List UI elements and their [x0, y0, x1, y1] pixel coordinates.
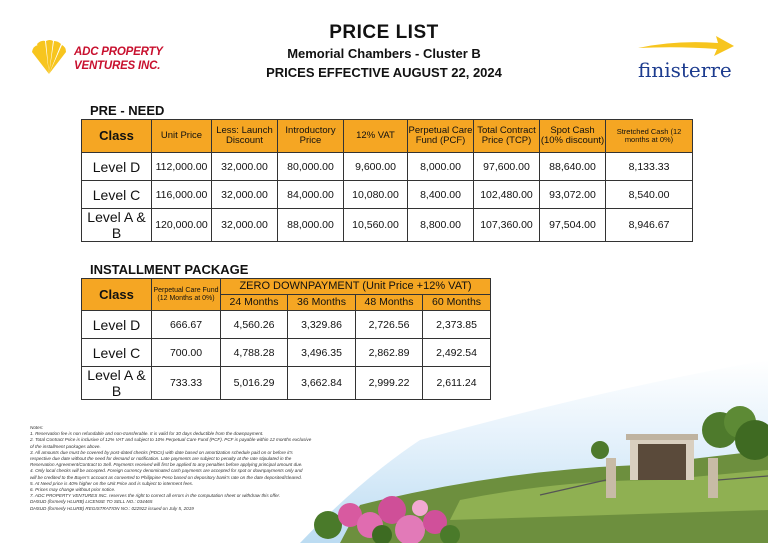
- arrow-logo-icon: [636, 34, 736, 60]
- class-cell: Level D: [82, 153, 152, 181]
- table-cell: 3,329.86: [288, 311, 356, 339]
- page-subtitle: Memorial Chambers - Cluster B: [287, 46, 481, 61]
- column-header: Introductory Price: [278, 120, 344, 153]
- table-cell: 5,016.29: [221, 367, 288, 400]
- brand-wordmark: finisterre: [638, 58, 732, 82]
- table-cell: 32,000.00: [212, 153, 278, 181]
- registration-line: DHSUD (formerly HLURB) REGISTRATION NO.: 022922 issued on July 5, 2019: [30, 505, 194, 511]
- table-cell: 8,400.00: [408, 181, 474, 209]
- table-cell: 88,640.00: [540, 153, 606, 181]
- table-cell: 4,560.26: [221, 311, 288, 339]
- table-cell: 2,726.56: [356, 311, 423, 339]
- table-cell: 80,000.00: [278, 153, 344, 181]
- table-cell: 93,072.00: [540, 181, 606, 209]
- table-cell: 2,492.54: [423, 339, 491, 367]
- table-cell: 97,504.00: [540, 209, 606, 242]
- table-row: [82, 153, 693, 181]
- notes-block: [30, 425, 410, 512]
- note-line: 4. Only local checks will be accepted. Foreign currency denominated cash payments are accepted for spot or downpayments only and: [30, 468, 303, 474]
- table-cell: 116,000.00: [152, 181, 212, 209]
- column-header: Less: Launch Discount: [212, 120, 278, 153]
- class-cell: Level C: [82, 181, 152, 209]
- note-line: 7. ADC PROPERTY VENTURES INC. reserves the right to correct all errors in the computation sheet or withdraw this offer.: [30, 493, 281, 499]
- column-header: Class: [82, 120, 152, 153]
- column-header: 12% VAT: [344, 120, 408, 153]
- table-cell: 10,080.00: [344, 181, 408, 209]
- column-header: 36 Months: [288, 295, 356, 311]
- table-cell: 107,360.00: [474, 209, 540, 242]
- table-cell: 8,946.67: [606, 209, 693, 242]
- page-title: PRICE LIST: [329, 22, 439, 43]
- table-cell: 120,000.00: [152, 209, 212, 242]
- table-cell: 97,600.00: [474, 153, 540, 181]
- note-line: Notes:: [30, 425, 44, 430]
- class-cell: Level D: [82, 311, 152, 339]
- table-header-row: [82, 279, 491, 295]
- table-cell: 10,560.00: [344, 209, 408, 242]
- table-cell: 88,000.00: [278, 209, 344, 242]
- section-title-pre-need: PRE - NEED: [90, 103, 165, 118]
- table-cell: 2,862.89: [356, 339, 423, 367]
- table-cell: 32,000.00: [212, 209, 278, 242]
- note-line: 3. All amounts due must be covered by post-dated checks (PDCs) with date based on amortization schedule paid on or before it's: [30, 449, 293, 455]
- table-cell: 4,788.28: [221, 339, 288, 367]
- pre-need-table: [81, 119, 693, 242]
- column-header: Unit Price: [152, 120, 212, 153]
- note-line: will be credited to the Buyer's account as converted to Philippine Peso based on depository bank's rate on the date deposited/cleared.: [30, 474, 302, 480]
- column-header: Class: [82, 279, 152, 311]
- table-cell: 3,662.84: [288, 367, 356, 400]
- table-cell: 102,480.00: [474, 181, 540, 209]
- table-cell: 733.33: [152, 367, 221, 400]
- class-cell: Level A & B: [82, 367, 152, 400]
- license-line: DHSUD (formerly HLURB) LICENSE TO SELL NO.: 034465: [30, 499, 153, 505]
- effective-date: PRICES EFFECTIVE AUGUST 22, 2024: [266, 65, 502, 80]
- table-cell: 9,600.00: [344, 153, 408, 181]
- table-cell: 84,000.00: [278, 181, 344, 209]
- table-cell: 32,000.00: [212, 181, 278, 209]
- column-header: Spot Cash (10% discount): [540, 120, 606, 153]
- table-row: [82, 209, 693, 242]
- note-line: 6. Prices may change without prior notice.: [30, 487, 116, 493]
- table-cell: 700.00: [152, 339, 221, 367]
- brand-logo: [632, 34, 744, 84]
- table-cell: 112,000.00: [152, 153, 212, 181]
- company-name-line2: VENTURES INC.: [74, 60, 161, 72]
- column-header: Stretched Cash (12 months at 0%): [606, 120, 693, 153]
- table-header-row: [82, 120, 693, 153]
- section-title-installment: INSTALLMENT PACKAGE: [90, 262, 249, 277]
- note-line: respective due date without the need for demand or notification. Late payments are subject to penalty at the rate stipulated in the: [30, 456, 292, 462]
- table-row: [82, 181, 693, 209]
- table-cell: 2,999.22: [356, 367, 423, 400]
- column-header: Perpetual Care Fund (PCF): [408, 120, 474, 153]
- company-name-line1: ADC PROPERTY: [74, 46, 163, 58]
- class-cell: Level C: [82, 339, 152, 367]
- column-header: 48 Months: [356, 295, 423, 311]
- note-line: 5. At Need price is 40% higher on the Unit Price and is subject to interment fees.: [30, 480, 194, 486]
- table-cell: 8,133.33: [606, 153, 693, 181]
- table-cell: 8,800.00: [408, 209, 474, 242]
- table-cell: 2,373.85: [423, 311, 491, 339]
- column-header: Total Contract Price (TCP): [474, 120, 540, 153]
- group-header: ZERO DOWNPAYMENT (Unit Price +12% VAT): [221, 279, 491, 295]
- table-cell: 666.67: [152, 311, 221, 339]
- column-header: 60 Months: [423, 295, 491, 311]
- table-cell: 2,611.24: [423, 367, 491, 400]
- column-header: 24 Months: [221, 295, 288, 311]
- table-cell: 8,000.00: [408, 153, 474, 181]
- column-header: Perpetual Care Fund (12 Months at 0%): [152, 279, 221, 311]
- class-cell: Level A & B: [82, 209, 152, 242]
- note-line: of the installment packages above.: [30, 443, 101, 449]
- note-line: Reservation Agreement/Contract to Sell. Payments received will first be applied to any penalties before applying principal amount due.: [30, 462, 303, 468]
- note-line: 1. Reservation fee is non refundable and non-transferable. It is valid for 30 days deductible from the downpayment.: [30, 431, 264, 437]
- table-cell: 8,540.00: [606, 181, 693, 209]
- table-cell: 3,496.35: [288, 339, 356, 367]
- note-line: 2. Total Contract Price is inclusive of 12% VAT and subject to 10% Perpetual Care Fund (PCF). PCF is payable within 12 months exclusive: [30, 437, 312, 443]
